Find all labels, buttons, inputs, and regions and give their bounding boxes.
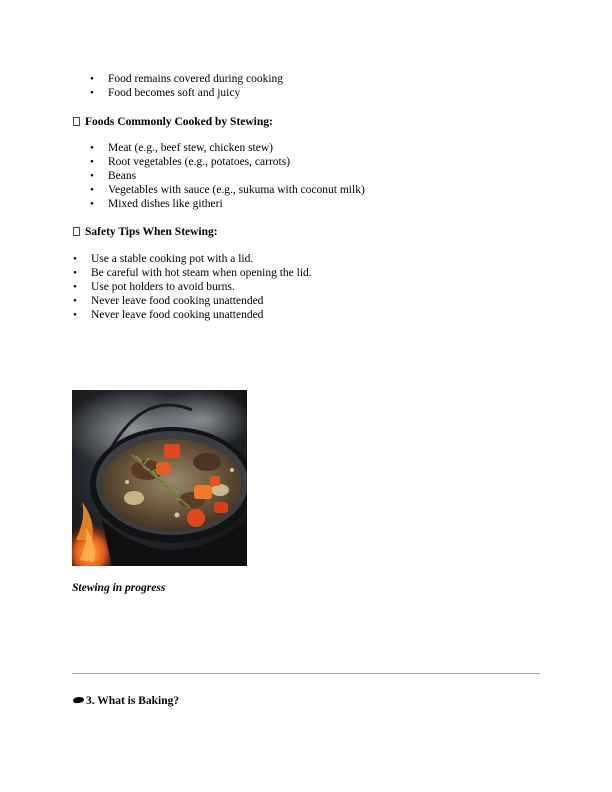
list-item: • Use pot holders to avoid burns.: [73, 280, 312, 294]
list-item: • Be careful with hot steam when opening the lid.: [73, 266, 312, 280]
list-item: • Food becomes soft and juicy: [90, 86, 283, 100]
stew-pot-photo: [72, 390, 247, 566]
safety-section-heading: [73, 225, 218, 239]
list-item: • Use a stable cooking pot with a lid.: [73, 252, 312, 266]
list-item: • Never leave food cooking unattended: [73, 294, 312, 308]
figure-caption: Stewing in progress: [72, 582, 166, 594]
list-item: • Mixed dishes like githeri: [90, 197, 365, 211]
horizontal-rule: [72, 673, 540, 674]
foods-heading-text: Foods Commonly Cooked by Stewing:: [85, 116, 273, 128]
baking-heading-text: 3. What is Baking?: [86, 695, 180, 707]
list-item: • Food remains covered during cooking: [90, 72, 283, 86]
safety-tips-list: [73, 252, 312, 322]
checkbox-glyph-icon: [73, 117, 80, 126]
cooking-features-list: [90, 72, 283, 100]
list-item: • Vegetables with sauce (e.g., sukuma with coconut milk): [90, 183, 365, 197]
list-item: • Never leave food cooking unattended: [73, 308, 312, 322]
checkbox-glyph-icon: [73, 227, 80, 236]
safety-heading-text: Safety Tips When Stewing:: [85, 226, 218, 238]
foods-section-heading: [73, 115, 273, 129]
bullet-blob-icon: [73, 696, 85, 704]
list-item: • Beans: [90, 169, 365, 183]
list-item: • Root vegetables (e.g., potatoes, carrots): [90, 155, 365, 169]
list-item: • Meat (e.g., beef stew, chicken stew): [90, 141, 365, 155]
baking-section-heading: [73, 694, 179, 708]
foods-list: [90, 141, 365, 211]
